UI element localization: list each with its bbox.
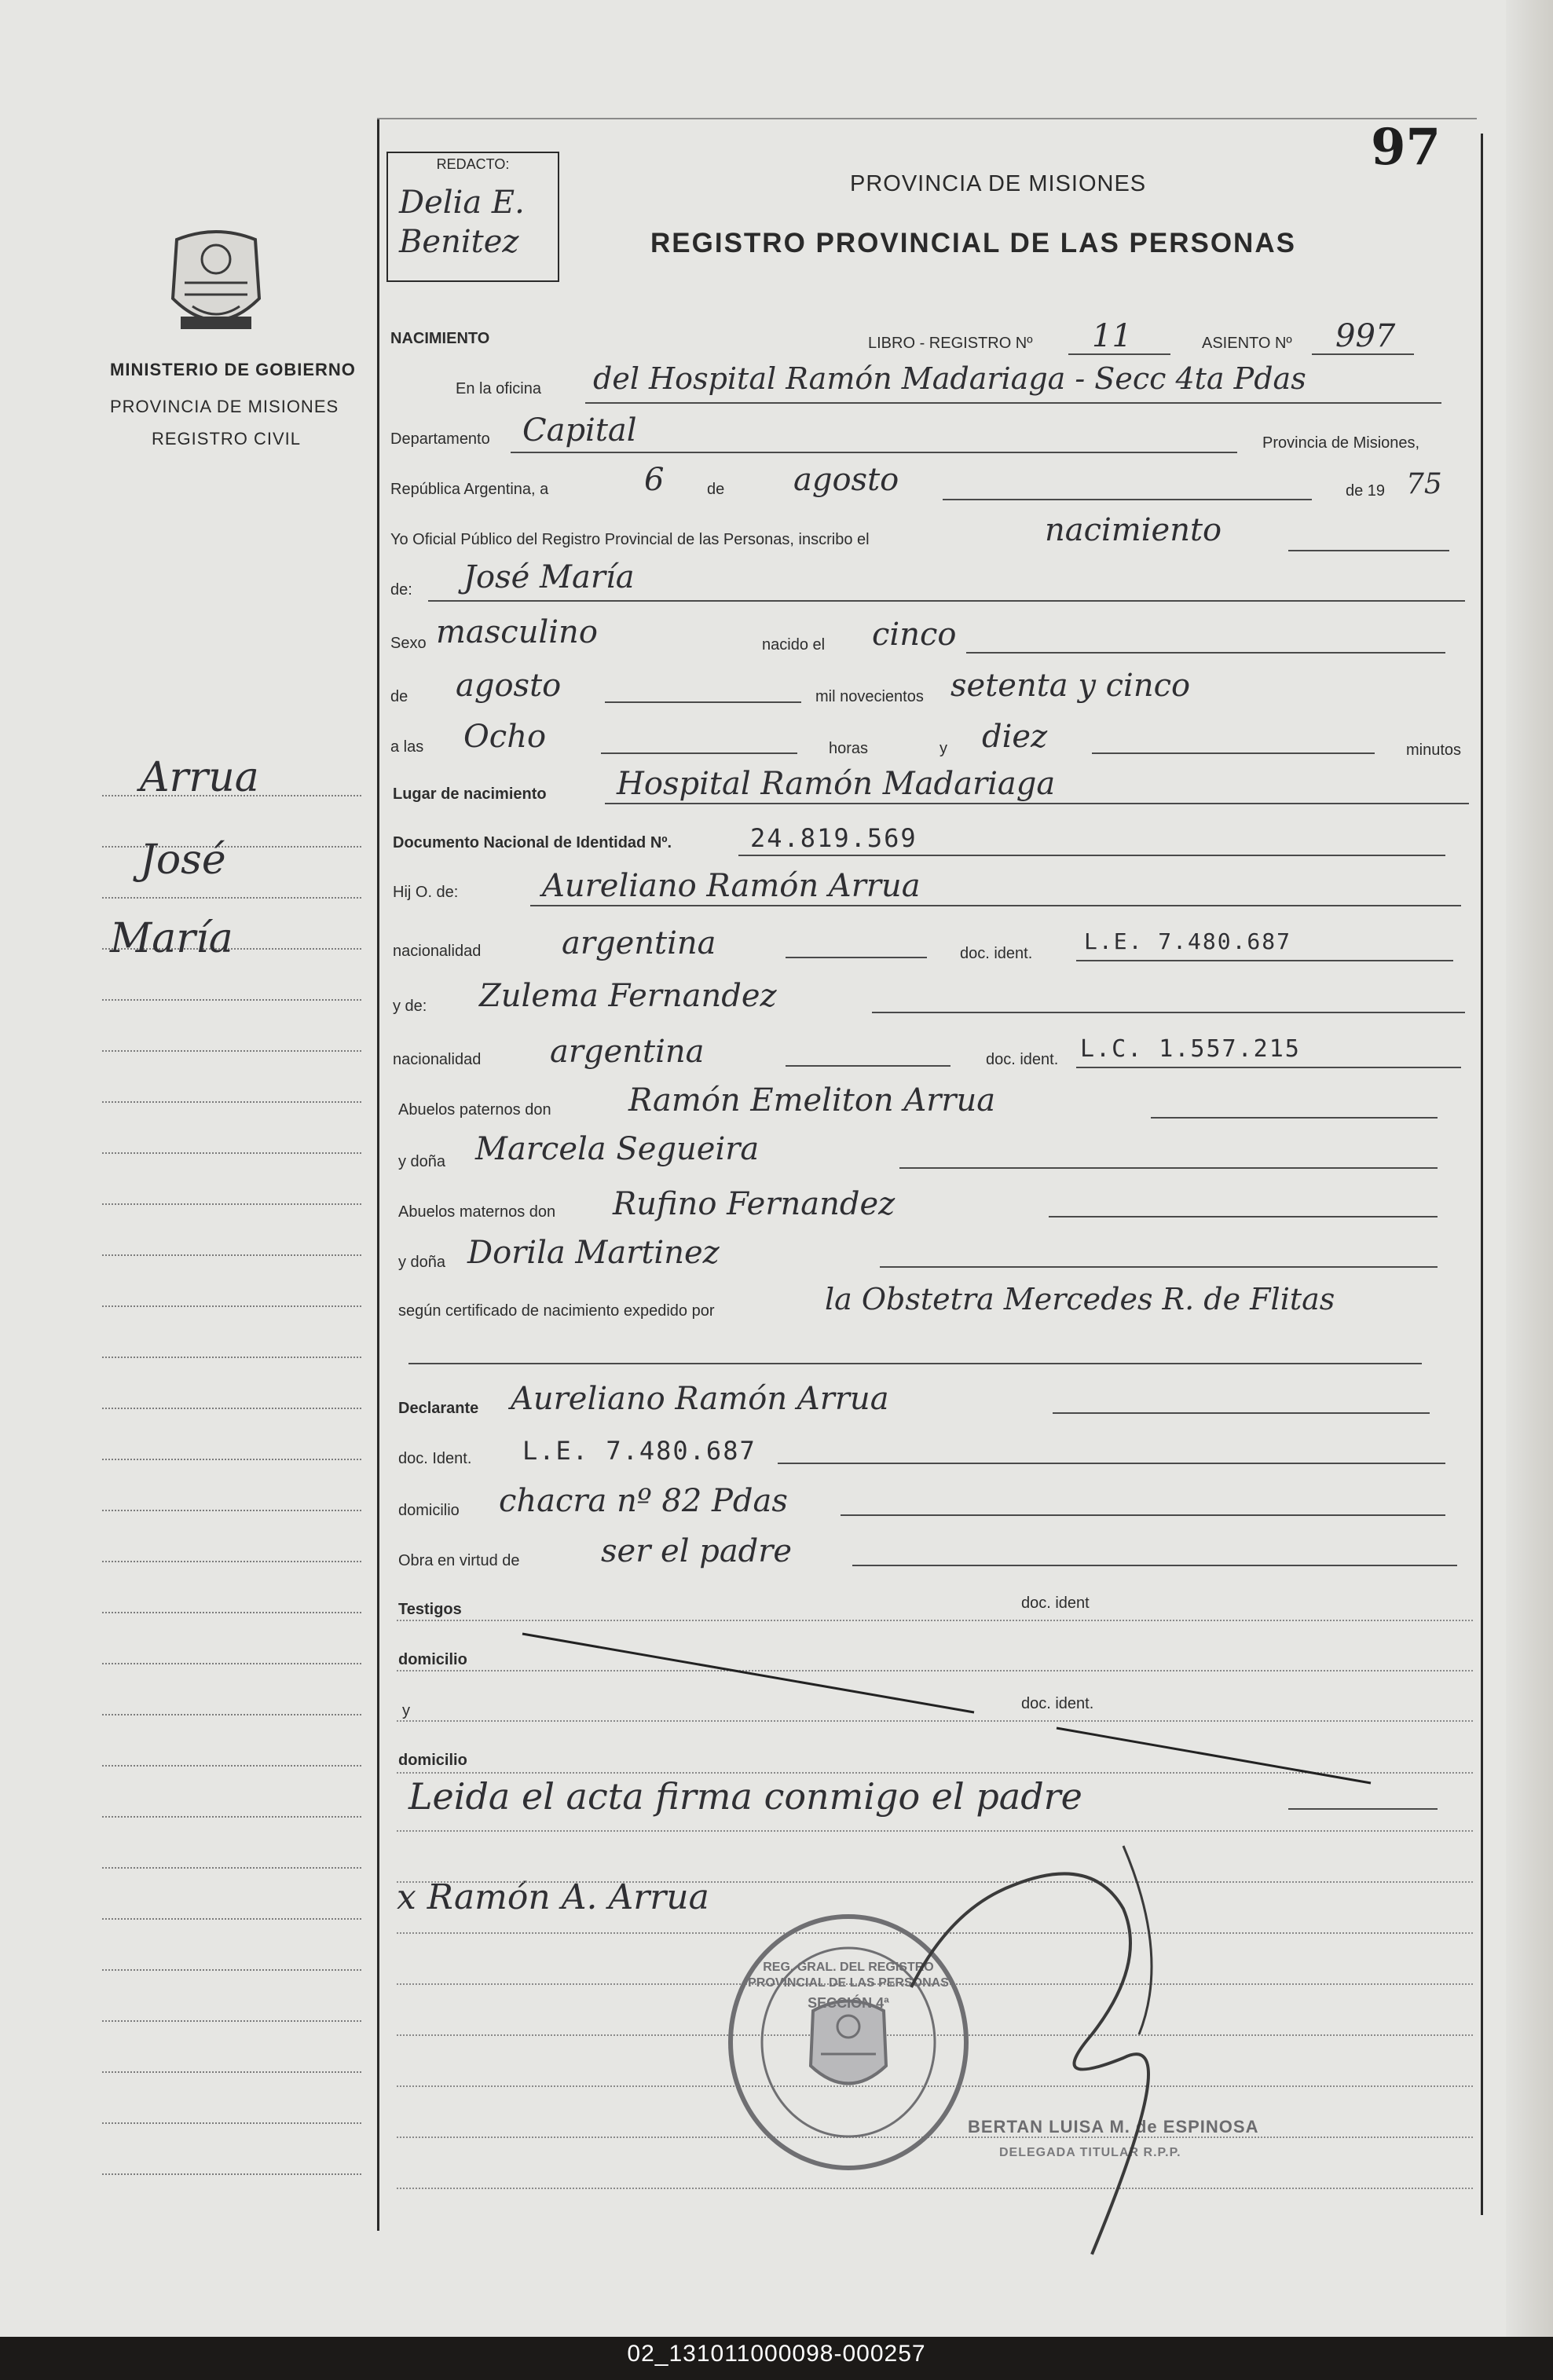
official-signature [888,1799,1233,2270]
de2-label: de [390,688,408,705]
nac2-value: argentina [550,1034,705,1070]
dona2-value: Dorila Martinez [467,1235,720,1271]
alas-label: a las [390,738,424,756]
doc1-value: L.E. 7.480.687 [1084,928,1292,954]
horas-label: horas [829,740,869,757]
header-registry: REGISTRO PROVINCIAL DE LAS PERSONAS [650,228,1296,258]
oficial-label: Yo Oficial Público del Registro Provincial de las Personas, inscribo el [390,531,870,548]
dni-value: 24.819.569 [750,823,918,853]
republica-label: República Argentina, a [390,481,549,498]
leida-line [1288,1808,1438,1810]
page-number: 97 [1371,118,1441,177]
stamp-inner-text: SECCIÓN 4ª [808,1995,889,2011]
oficina-value: del Hospital Ramón Madariaga - Secc 4ta Pdas [593,361,1306,396]
leida-text: Leida el acta firma conmigo el padre [408,1775,1082,1818]
ministry-office: REGISTRO CIVIL [152,429,302,449]
y-label: y [939,740,947,757]
de-nombre-label: de: [390,581,412,599]
minutos-value: diez [982,719,1048,755]
tdom1-label: domicilio [398,1651,467,1668]
dona1-value: Marcela Segueira [475,1131,760,1167]
libro-label: LIBRO - REGISTRO Nº [868,335,1033,352]
declarante-signature: x Ramón A. Arrua [397,1877,709,1917]
testigos-label: Testigos [398,1601,462,1618]
departamento-value: Capital [522,412,637,449]
nac1-value: argentina [562,925,716,961]
lugar-label: Lugar de nacimiento [393,785,547,803]
docid-value: L.E. 7.480.687 [522,1436,756,1466]
image-id-label: 02_131011000098-000257 [627,2341,926,2367]
nacido-value: cinco [872,617,957,653]
header-province: PROVINCIA DE MISIONES [850,171,1147,196]
ministry-province: PROVINCIA DE MISIONES [110,397,339,416]
doc2-label: doc. ident. [986,1051,1059,1068]
abm-label: Abuelos maternos don [398,1203,556,1221]
domicilio-value: chacra nº 82 Pdas [499,1483,788,1519]
docid-label: doc. Ident. [398,1450,472,1467]
cert-value: la Obstetra Mercedes R. de Flitas [825,1282,1335,1316]
sexo-label: Sexo [390,635,427,652]
ty-label: y [402,1702,410,1719]
declarante-value: Aureliano Ramón Arrua [511,1381,889,1417]
obra-value: ser el padre [601,1533,793,1569]
yde-label: y de: [393,998,427,1015]
tdom2-label: domicilio [398,1752,467,1769]
dona2-label: y doña [398,1254,446,1271]
oficina-label: En la oficina [456,380,541,397]
libro-value: 11 [1092,318,1132,354]
abm-value: Rufino Fernandez [613,1186,896,1222]
lugar-value: Hospital Ramón Madariaga [617,766,1056,802]
padre-value: Aureliano Ramón Arrua [542,868,921,904]
minutos-label: minutos [1406,741,1462,759]
sexo-value: masculino [436,614,598,650]
nacido-label: nacido el [762,636,826,654]
nombre-value: José María [463,559,635,595]
nac1-label: nacionalidad [393,943,482,960]
abp-value: Ramón Emeliton Arrua [628,1082,996,1119]
asiento-value: 997 [1335,318,1396,354]
horas-value: Ocho [463,719,547,755]
official-name: BERTAN LUISA M. de ESPINOSA [968,2117,1259,2137]
anio-label: de 19 [1346,482,1386,500]
stamp-ring-text: REG. GRAL. DEL REGISTRO PROVINCIAL DE LAS PERSONAS [748,1961,949,1990]
mil-label: mil novecientos [815,688,924,705]
provincia-misiones-label: Provincia de Misiones, [1262,434,1420,452]
madre-value: Zulema Fernandez [479,978,777,1014]
departamento-label: Departamento [390,430,490,448]
redacto-title: REDACTO: [436,156,510,172]
cert-label: según certificado de nacimiento expedido por [398,1302,715,1320]
de-label: de [707,481,725,498]
domicilio-label: domicilio [398,1502,460,1519]
dni-label: Documento Nacional de Identidad Nº. [393,834,672,851]
tdoc2-label: doc. ident. [1021,1695,1094,1712]
redacto-name: Delia E. Benitez [399,185,525,260]
obra-label: Obra en virtud de [398,1552,520,1569]
tdoc1-label: doc. ident [1021,1595,1090,1612]
nacimiento-label: NACIMIENTO [390,330,490,347]
hijo-label: Hij O. de: [393,884,459,901]
margin-surname: Arrua [140,754,259,801]
mes2-value: agosto [456,668,562,704]
margin-first-name: José [140,837,226,884]
dona1-label: y doña [398,1153,446,1170]
official-role: DELEGADA TITULAR R.P.P. [999,2146,1181,2159]
mes-value: agosto [793,462,899,498]
margin-second-name: María [110,915,233,962]
declarante-label: Declarante [398,1400,479,1417]
anio-value: 75 [1406,468,1442,500]
nac2-label: nacionalidad [393,1051,482,1068]
abp-label: Abuelos paternos don [398,1101,551,1119]
ministry-title: MINISTERIO DE GOBIERNO [110,360,356,379]
doc2-value: L.C. 1.557.215 [1080,1035,1301,1063]
oficial-value: nacimiento [1045,512,1222,548]
dia-value: 6 [644,462,665,498]
mil-value: setenta y cinco [950,668,1191,704]
doc1-label: doc. ident. [960,945,1033,962]
asiento-label: ASIENTO Nº [1202,335,1292,352]
